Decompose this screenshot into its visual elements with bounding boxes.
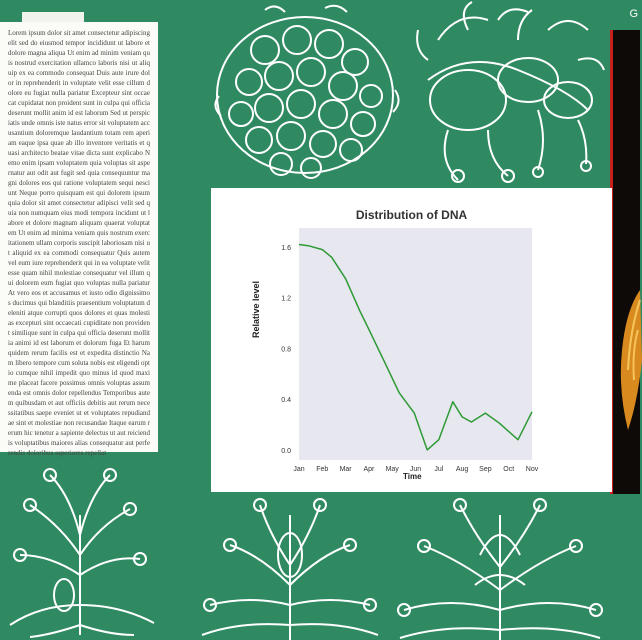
chart-title: Distribution of DNA — [355, 208, 468, 222]
x-tick-label: Aug — [455, 466, 469, 473]
series-line-dna — [299, 245, 532, 450]
y-tick-label: 0.4 — [281, 397, 291, 405]
drawing-root-left — [0, 455, 165, 640]
x-tick-label: Jan — [293, 466, 305, 473]
y-tick-label: 0.0 — [281, 447, 291, 455]
document-panel — [0, 22, 158, 457]
drawing-root-right — [395, 495, 610, 640]
drawing-root-center — [195, 495, 385, 640]
chart-svg — [211, 188, 612, 492]
corner-label: G — [629, 8, 638, 20]
chart-card — [211, 188, 612, 492]
x-tick-label: Apr — [363, 466, 375, 473]
x-tick-label: Nov — [525, 466, 539, 473]
x-tick-label: Sep — [479, 466, 492, 473]
dark-image-panel — [610, 8, 640, 494]
y-tick-label: 1.2 — [281, 295, 291, 303]
x-tick-label: Mar — [339, 466, 352, 473]
x-tick-label: May — [385, 466, 399, 473]
document-text: Lorem ipsum dolor sit amet consectetur adipiscing elit sed do eiusmod tempor incididunt ut labore et dolore magna aliqua Ut enim ad minim veniam quis nostrud exercitation ullamco laboris nisi ut aliquip ex ea commodo consequat Duis aute irure dolor in reprehenderit in voluptate velit esse cillum dolore eu fugiat nulla pariatur Excepteur sint occaecat cupidatat non proident sunt in culpa qui officia deserunt mollit anim id est laborum Sed ut perspiciatis unde omnis iste natus error sit voluptatem accusantium doloremque laudantium totam rem aperiam eaque ipsa quae ab illo inventore veritatis et quasi architecto beatae vitae dicta sunt explicabo Nemo enim ipsam voluptatem quia voluptas sit aspernatur aut odit aut fugit sed quia consequuntur magni dolores eos qui ratione voluptatem sequi nesciunt Neque porro quisquam est qui dolorem ipsum quia dolor sit amet consectetur adipisci velit sed quia non numquam eius modi tempora incidunt ut labore et dolore magnam aliquam quaerat voluptatem Ut enim ad minima veniam quis nostrum exercitationem ullam corporis suscipit laboriosam nisi ut aliquid ex ea commodi consequatur Quis autem vel eum iure reprehenderit qui in ea voluptate velit esse quam nihil molestiae consequatur vel illum qui dolorem eum fugiat quo voluptas nulla pariatur At vero eos et accusamus et iusto odio dignissimos ducimus qui blanditiis praesentium voluptatum deleniti atque corrupti quos dolores et quas molestias excepturi sint occaecati cupiditate non provident similique sunt in culpa qui officia deserunt mollitia animi id est laborum et dolorum fuga Et harum quidem rerum facilis est et expedita distinctio Nam libero tempore cum soluta nobis est eligendi optio cumque nihil impedit quo minus id quod maxime placeat facere possimus omnis voluptas assumenda est omnis dolor repellendus Temporibus autem quibusdam et aut officiis debitis aut rerum necessitatibus saepe eveniet ut et voluptates repudiandae sint et molestiae non recusandae Itaque earum rerum hic tenetur a sapiente delectus ut aut reiciendis voluptatibus maiores alias consequatur aut perferendis doloribus asperiores repellat — [8, 29, 150, 457]
document-header-strip — [22, 12, 84, 22]
x-tick-label: Jun — [409, 466, 422, 473]
y-tick-label: 0.8 — [281, 346, 291, 354]
x-tick-label: Oct — [503, 466, 515, 473]
x-axis-label: Time — [403, 472, 422, 481]
x-tick-label: Jul — [434, 466, 444, 473]
y-tick-label: 1.6 — [281, 245, 291, 253]
drawing-organism — [408, 0, 608, 190]
drawing-cell-cluster — [205, 0, 405, 185]
y-axis-label: Relative level — [251, 280, 261, 338]
x-tick-label: Feb — [316, 466, 329, 473]
orange-specimen-image — [618, 270, 642, 440]
